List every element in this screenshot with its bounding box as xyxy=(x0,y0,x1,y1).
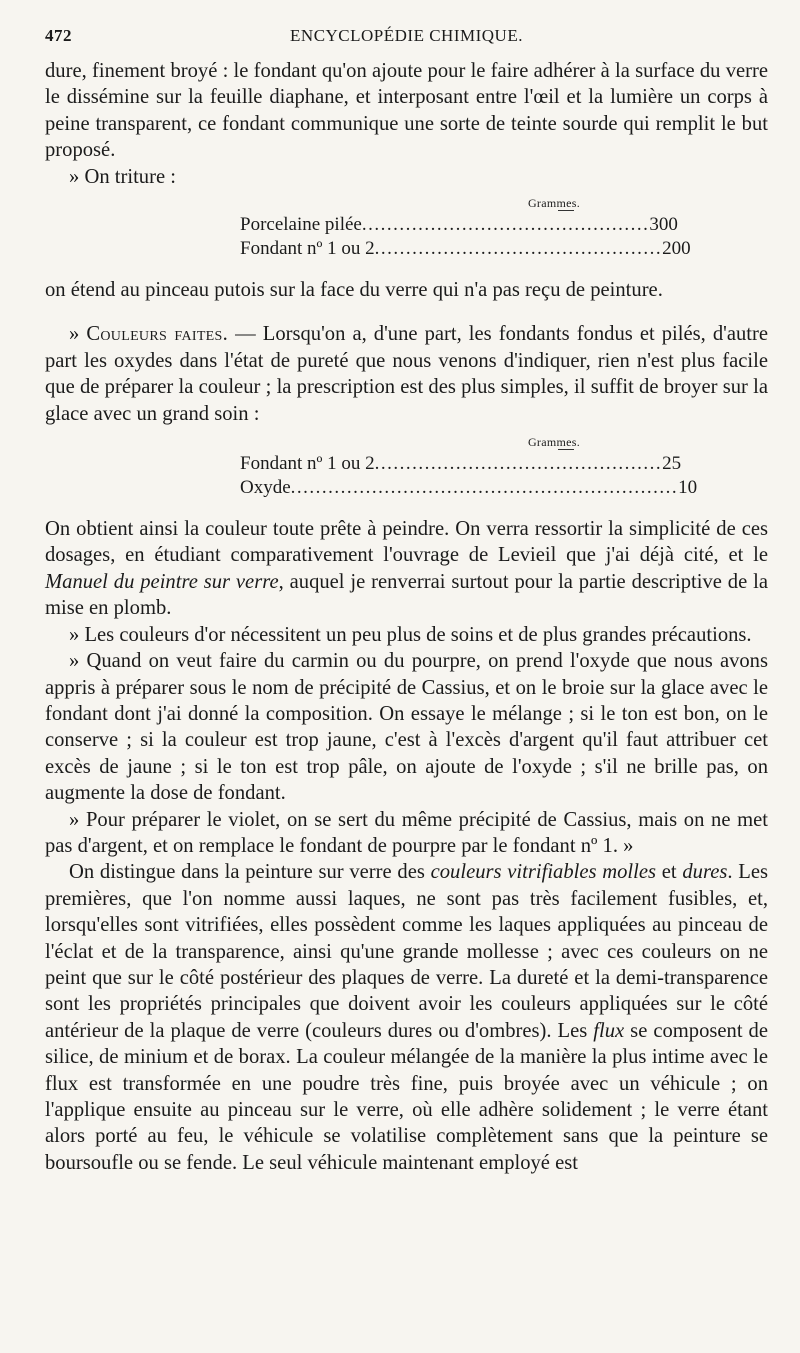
spacer xyxy=(45,500,768,516)
paragraph: » Quand on veut faire du carmin ou du pourpre, on prend l'oxyde que nous avons appris à préparer sous le nom de précipité de Cassius, et on le broie sur la glace avec le fondant dont j'ai donné la composition. On essaye le mélange ; si le ton est bon, on le conserve ; si la couleur est trop jaune, c'est à l'excès d'argent qu'il faut attribuer cet excès de jaune ; si le ton est trop pâle, on ajoute de l'oxyde ; s'il ne brille pas, on augmente la dose de fondant. xyxy=(45,650,768,805)
paragraph-text: et xyxy=(656,861,683,884)
book-title: Manuel du peintre sur verre xyxy=(45,570,279,593)
paragraph: dure, finement broyé : le fondant qu'on ajoute pour le faire adhérer à la surface du verre le dissémine sur la feuille diaphane, et interposant entre l'œil et la lumière un corps à peine transparent, ce fondant communique une sorte de teinte sourde qui remplit le but proposé. xyxy=(45,60,768,162)
running-head xyxy=(45,26,768,50)
paragraph-text: . Les premières, que l'on nomme aussi laques, ne sont pas très facilement fusibles, et, lorsqu'elles sont vitrifiées, elles possèdent comme les laques appliquées au pinceau de l'éclat et de la transparence, ainsi qu'une grande mollesse ; avec ces couleurs on ne peint que sur le côté postérieur des plaques de verre. La dureté et la demi-transparence sont les propriétés principales que doivent avoir les couleurs appliquées sur le côté antérieur de la plaque de verre (couleurs dures ou d'ombres). Les xyxy=(45,861,768,1042)
leader-dots: .............................................. xyxy=(374,453,663,475)
paragraph: » On triture : xyxy=(69,165,176,188)
ingredient-value: 25 xyxy=(662,453,682,475)
spacer xyxy=(45,303,768,321)
body-text xyxy=(45,58,768,1176)
paragraph xyxy=(45,321,768,427)
ingredient-label: Fondant nº 1 ou 2 xyxy=(240,453,375,475)
table-row xyxy=(240,476,698,500)
paragraph-text: On obtient ainsi la couleur toute prête à peindre. On verra ressortir la simplicité de ces dosages, en étudiant comparativement l'ouvrage de Levieil que j'ai déjà cité, et le xyxy=(45,518,768,567)
paragraph-text: On distingue dans la peinture sur verre des xyxy=(69,861,431,884)
ingredient-label: Fondant nº 1 ou 2 xyxy=(240,238,375,260)
ingredient-value: 300 xyxy=(649,214,678,236)
paragraph xyxy=(45,516,768,622)
table-row xyxy=(240,213,678,237)
leader-dots: .............................................. xyxy=(374,238,663,260)
paragraph xyxy=(45,859,768,1176)
ingredient-label: Oxyde xyxy=(240,477,291,499)
unit-header: Grammes. xyxy=(527,196,580,211)
paragraph-text: — Lorsqu'on a, d'une part, les fondants fondus et pilés, d'autre part les oxydes dans l'état de pureté que nous venons d'indiquer, rien n'est plus facile que de préparer la couleur ; la prescription est des plus simples, il suffit de broyer sur la glace avec un grand soin : xyxy=(45,323,768,425)
paragraph: » Les couleurs d'or nécessitent un peu plus de soins et de plus grandes précautions. xyxy=(69,623,752,646)
paragraph-text: , auquel je renverrai surtout pour la partie descriptive de la mise en plomb. xyxy=(45,570,768,620)
paragraph: on étend au pinceau putois sur la face du verre qui n'a pas reçu de peinture. xyxy=(45,279,663,302)
leader-dots: .............................................. xyxy=(361,214,650,236)
emphasis: dures xyxy=(682,861,728,884)
spacer xyxy=(45,261,768,277)
ingredient-value: 10 xyxy=(678,477,698,499)
paragraph: » Pour préparer le violet, on se sert du même précipité de Cassius, mais on ne met pas d'argent, et on remplace le fondant de pourpre par le fondant nº 1. » xyxy=(45,808,768,857)
page-number: 472 xyxy=(45,26,72,45)
emphasis: couleurs vitrifiables molles xyxy=(430,861,657,884)
recipe-table-2 xyxy=(240,435,698,500)
emphasis: flux xyxy=(593,1019,625,1042)
running-title: ENCYCLOPÉDIE CHIMIQUE. xyxy=(290,26,523,45)
ingredient-label: Porcelaine pilée xyxy=(240,214,362,236)
table-row xyxy=(240,452,682,476)
paragraph-text: se composent de silice, de minium et de borax. La couleur mélangée de la manière la plus intime avec le flux est transformée en une poudre très fine, puis broyée avec un véhicule ; on l'applique ensuite au pinceau sur le verre, où elle adhère solidement ; le verre étant alors porté au feu, le véhicule se volatilise complètement sans que la peinture se boursoufle ou se fende. Le seul véhicule maintenant employé est xyxy=(45,1019,768,1174)
recipe-table-1 xyxy=(240,196,691,261)
unit-header: Grammes. xyxy=(527,435,580,450)
section-heading: Couleurs faites. xyxy=(86,323,229,346)
leader-dots: .............................................................. xyxy=(290,477,679,499)
table-row xyxy=(240,237,691,261)
ingredient-value: 200 xyxy=(662,238,691,260)
quote-mark: » xyxy=(69,323,87,346)
